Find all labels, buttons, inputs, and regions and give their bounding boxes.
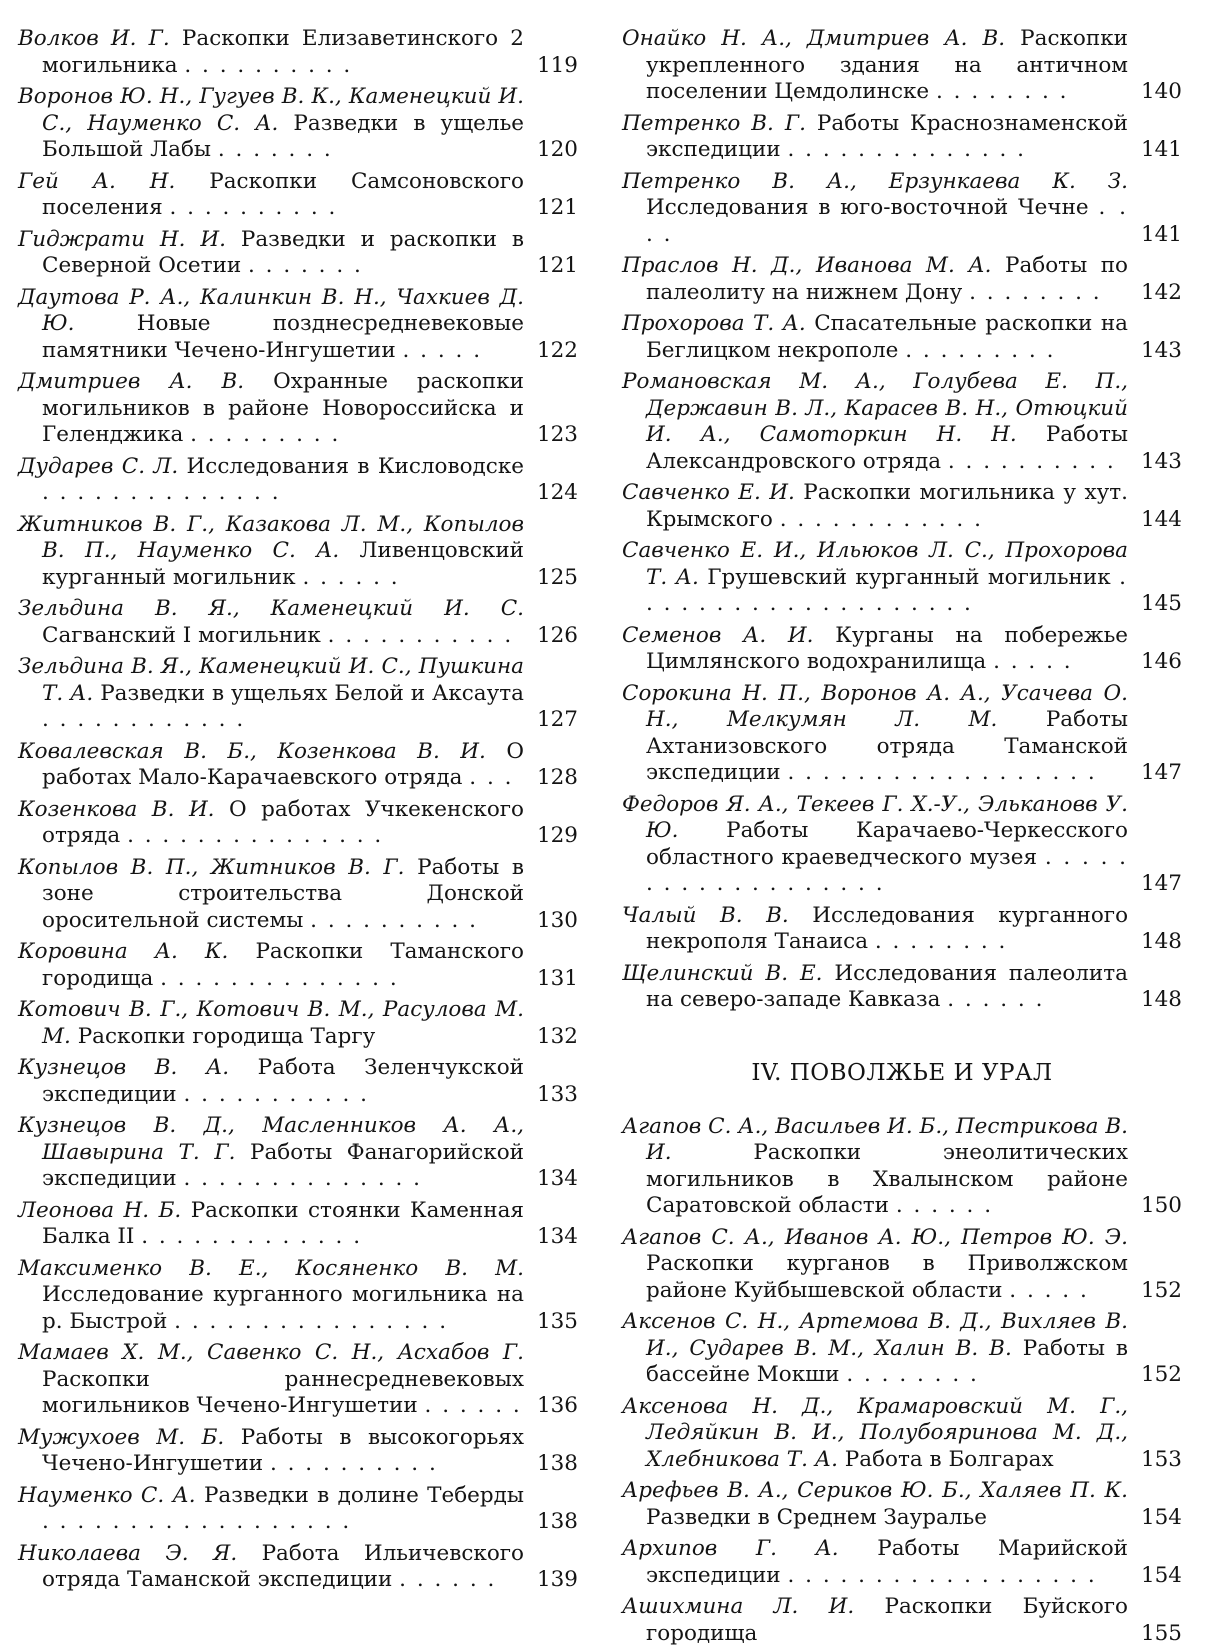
entry-title: Спасательные раскопки на Беглицком некрополе <box>646 311 1128 363</box>
toc-entry: Петренко В. А., Ерзункаева К. З. Исследования в юго-восточной Чечне . . . . 141 <box>622 168 1182 247</box>
entry-page-number: 147 <box>1140 760 1182 785</box>
entry-authors: Онайко Н. А., Дмитриев А. В. <box>622 26 1006 51</box>
entry-page-number: 139 <box>536 1567 578 1592</box>
toc-entry: Прохорова Т. А. Спасательные раскопки на Беглицком некрополе . . . . . . . . . 143 <box>622 311 1182 363</box>
entry-authors: Савченко Е. И. <box>622 480 795 505</box>
toc-entry: Козенкова В. И. О работах Учкекенского отряда . . . . . . . . . . . . . . . 129 <box>18 796 578 848</box>
entry-title: Работы по палеолиту на нижнем Дону <box>646 253 1128 305</box>
entry-page-number: 143 <box>1140 337 1182 363</box>
entry-title: Разведки в Среднем Зауралье <box>646 1504 987 1530</box>
toc-entry: Кузнецов В. А. Работа Зеленчукской экспедиции . . . . . . . . . . . 133 <box>18 1055 578 1107</box>
entry-page-number: 136 <box>536 1393 578 1418</box>
entry-title: Раскопки стоянки Каменная Балка II <box>42 1197 524 1249</box>
entry-page-number: 152 <box>1140 1362 1182 1387</box>
toc-entry <box>622 1394 1182 1474</box>
toc-entry: Дударев С. Л. Исследования в Кисловодске . . . . . . . . . . . . . . 124 <box>18 453 578 505</box>
entry-authors: Гиджрати Н. И. <box>18 226 226 252</box>
toc-entry: Копылов В. П., Житников В. Г. Работы в зоне строительства Донской оросительной системы . . . . . . . . . . 130 <box>18 854 578 933</box>
entry-page-number: 152 <box>1140 1277 1182 1303</box>
entry-authors: Аксенов С. Н., Артемова В. Д., Вихляев В. И., Сударев В. М., Халин В. В. <box>622 1309 1128 1361</box>
toc-entry: Дмитриев А. В. Охранные раскопки могильников в районе Новороссийска и Геленджика . . . . . . . . . 123 <box>18 369 578 447</box>
entry-page-number: 134 <box>536 1224 578 1249</box>
entry-page-number: 148 <box>1140 929 1182 954</box>
toc-entry: Аксенов С. Н., Артемова В. Д., Вихляев В. И., Сударев В. М., Халин В. В. Работы в бассейне Мокши . . . . . . . . 152 <box>622 1309 1182 1387</box>
entry-page-number: 147 <box>1140 871 1182 896</box>
entry-authors: Кузнецов В. Д., Масленников А. А., Шавырина Т. Г. <box>18 1113 524 1165</box>
entry-authors: Науменко С. А. <box>18 1482 196 1508</box>
entry-page-number: 142 <box>1140 279 1182 305</box>
entry-page-number: 119 <box>536 52 578 78</box>
entry-page-number: 130 <box>536 907 578 933</box>
entry-page-number: 126 <box>536 622 578 648</box>
entry-authors: Мамаев Х. М., Савенко С. Н., Асхабов Г. <box>18 1340 524 1365</box>
entry-title: Раскопки могильника у хут. Крымского <box>646 480 1129 532</box>
entry-title: Исследования в Кисловодске <box>186 453 524 479</box>
entry-authors: Ашихмина Л. И. <box>622 1594 855 1619</box>
entry-authors: Волков И. Г. <box>18 26 170 51</box>
toc-entry: Агапов С. А., Васильев И. Б., Пестрикова В. И. Раскопки энеолитических могильников в Хвалынском районе Саратовской области . . . . . . 150 <box>622 1113 1182 1218</box>
section-heading: IV. ПОВОЛЖЬЕ И УРАЛ <box>751 1059 1053 1086</box>
toc-entry: Савченко Е. И. Раскопки могильника у хут. Крымского . . . . . . . . . . . . 144 <box>622 480 1182 532</box>
entry-page-number: 131 <box>536 965 578 991</box>
entry-title: Исследования в юго-восточной Чечне <box>646 195 1089 220</box>
entry-title: Грушевский курганный могильник <box>707 564 1111 590</box>
entry-authors: Воронов Ю. Н., Гугуев В. К., Каменецкий И. С., Науменко С. А. <box>18 84 524 136</box>
entry-title: Разведки в ущелье Большой Лабы <box>42 110 524 162</box>
toc-entry: Николаева Э. Я. Работа Ильичевского отряда Таманской экспедиции . . . . . . 139 <box>18 1540 578 1592</box>
entry-authors: Савченко Е. И., Ильюков Л. С., Прохорова Т. А. <box>622 538 1128 590</box>
entry-title: Раскопки городища Таргу <box>77 1023 376 1049</box>
entry-page-number: 145 <box>1140 591 1182 616</box>
entry-title: Охранные раскопки могильников в районе Новороссийска и Геленджика <box>42 369 525 447</box>
entry-title: Раскопки укрепленного здания на античном поселении Цемдолинске <box>646 26 1128 104</box>
entry-title: Работа в Болгарах <box>844 1446 1054 1472</box>
entry-title: Работы Фанагорийской экспедиции <box>42 1139 524 1191</box>
entry-authors: Зельдина В. Я., Каменецкий И. С., Пушкина Т. А. <box>18 654 524 706</box>
toc-entry: Щелинский В. Е. Исследования палеолита на северо-западе Кавказа . . . . . . 148 <box>622 960 1182 1012</box>
entry-page-number: 123 <box>536 422 578 447</box>
entry-authors: Дмитриев А. В. <box>18 369 245 394</box>
entry-authors: Леонова Н. Б. <box>18 1197 182 1223</box>
entry-authors: Гей А. Н. <box>18 168 176 194</box>
toc-entry: Гей А. Н. Раскопки Самсоновского поселения . . . . . . . . . . 121 <box>18 168 578 220</box>
toc-entry: Семенов А. И. Курганы на побережье Цимлянского водохранилища . . . . . 146 <box>622 622 1182 674</box>
entry-page-number: 155 <box>1140 1620 1182 1646</box>
entry-title: Разведки в ущельях Белой и Аксаута <box>100 680 524 706</box>
entry-title: Работа Зеленчукской экспедиции <box>42 1055 524 1107</box>
toc-entry: Праслов Н. Д., Иванова М. А. Работы по палеолиту на нижнем Дону . . . . . . . . 142 <box>622 253 1182 305</box>
entry-title: Раскопки энеолитических могильников в Хвалынском районе Саратовской области <box>646 1140 1128 1218</box>
entry-page-number: 146 <box>1140 649 1182 674</box>
entry-authors: Чалый В. В. <box>622 902 789 928</box>
left-column <box>18 26 578 1599</box>
entry-page-number: 138 <box>536 1451 578 1476</box>
entry-title: Исследования курганного некрополя Танаиса <box>646 902 1129 954</box>
entry-page-number: 135 <box>536 1308 578 1334</box>
entry-title: Раскопки Буйского городища <box>646 1594 1128 1646</box>
entry-title: Работы в высокогорьях Чечено-Ингушетии <box>42 1424 524 1476</box>
entry-authors: Петренко В. А., Ерзункаева К. З. <box>622 168 1128 194</box>
entry-page-number: 133 <box>536 1081 578 1107</box>
entry-title: Исследования палеолита на северо-западе Кавказа <box>646 960 1128 1012</box>
toc-entry: Савченко Е. И., Ильюков Л. С., Прохорова Т. А. Грушевский курганный могильник . . . . . . . . . . . . . . . . . . . . 145 <box>622 538 1182 616</box>
entry-title: Работы Карачаево-Черкесского областного краеведческого музея <box>646 818 1128 870</box>
entry-authors: Николаева Э. Я. <box>18 1540 238 1566</box>
toc-entry: Воронов Ю. Н., Гугуев В. К., Каменецкий И. С., Науменко С. А. Разведки в ущелье Большой Лабы . . . . . . . 120 <box>18 84 578 162</box>
entry-page-number: 121 <box>536 253 578 278</box>
toc-entry <box>622 1478 1182 1531</box>
toc-entry: Житников В. Г., Казакова Л. М., Копылов В. П., Науменко С. А. Ливенцовский курганный могильник . . . . . . 125 <box>18 511 578 590</box>
entry-page-number: 134 <box>536 1166 578 1191</box>
entry-page-number: 150 <box>1140 1193 1182 1218</box>
right-column <box>622 26 1182 1652</box>
entry-title: Раскопки Елизаветинского 2 могильника <box>42 26 524 78</box>
entry-authors: Арефьев В. А., Сериков Ю. Б., Халяев П. К. <box>622 1478 1128 1503</box>
entry-authors: Кузнецов В. А. <box>18 1055 230 1080</box>
entry-title: Работы Александровского отряда <box>646 422 1128 474</box>
toc-entry: Ковалевская В. Б., Козенкова В. И. О работах Мало-Карачаевского отряда . . . 128 <box>18 738 578 790</box>
entry-title: Работы в бассейне Мокши <box>646 1335 1129 1387</box>
entry-title: Раскопки курганов в Приволжском районе Куйбышевской области <box>646 1251 1128 1303</box>
entry-title: Новые позднесредневековые памятники Чечено-Ингушетии <box>42 311 524 363</box>
entry-authors: Козенкова В. И. <box>18 796 215 822</box>
entry-title: Работы в зоне строительства Донской оросительной системы <box>42 854 524 933</box>
entry-authors: Праслов Н. Д., Иванова М. А. <box>622 253 992 278</box>
entry-authors: Зельдина В. Я., Каменецкий И. С. <box>18 596 524 621</box>
entry-title: О работах Учкекенского отряда <box>42 796 524 848</box>
entry-authors: Агапов С. А., Иванов А. Ю., Петров Ю. Э. <box>622 1224 1128 1250</box>
toc-entry: Мужухоев М. Б. Работы в высокогорьях Чечено-Ингушетии . . . . . . . . . . 138 <box>18 1424 578 1476</box>
entry-authors: Агапов С. А., Васильев И. Б., Пестрикова В. И. <box>622 1113 1128 1165</box>
entry-authors: Федоров Я. А., Текеев Г. Х.-У., Элькановв У. Ю. <box>622 791 1128 843</box>
entry-authors: Аксенова Н. Д., Крамаровский М. Г., Ледяйкин В. И., Полубояринова М. Д., Хлебникова Т. А. <box>622 1393 1128 1472</box>
entry-page-number: 141 <box>1140 137 1182 162</box>
entry-authors: Романовская М. А., Голубева Е. П., Державин В. Л., Карасев В. Н., Отюцкий И. А., Самоторкин Н. Н. <box>622 369 1128 447</box>
entry-title: Разведки и раскопки в Северной Осетии <box>42 226 524 278</box>
toc-entry: Петренко В. Г. Работы Краснознаменской экспедиции . . . . . . . . . . . . . . 141 <box>622 110 1182 162</box>
toc-entry: Зельдина В. Я., Каменецкий И. С., Пушкина Т. А. Разведки в ущельях Белой и Аксаута . . . . . . . . . . . . 127 <box>18 654 578 732</box>
toc-entry: Мамаев Х. М., Савенко С. Н., Асхабов Г. Раскопки раннесредневековых могильников Чечено-Ингушетии . . . . . . 136 <box>18 1340 578 1418</box>
toc-entry: Зельдина В. Я., Каменецкий И. С. Сагванский I могильник . . . . . . . . . . . 126 <box>18 596 578 648</box>
toc-entry: Волков И. Г. Раскопки Елизаветинского 2 могильника . . . . . . . . . . 119 <box>18 26 578 78</box>
entry-page-number: 154 <box>1140 1504 1182 1530</box>
entry-authors: Прохорова Т. А. <box>622 311 806 336</box>
entry-page-number: 138 <box>536 1509 578 1534</box>
entry-authors: Сорокина Н. П., Воронов А. А., Усачева О. Н., Мелкумян Л. М. <box>622 680 1128 732</box>
entry-title: Работы Ахтанизовского отряда Таманской экспедиции <box>646 707 1128 785</box>
entry-page-number: 121 <box>536 195 578 220</box>
toc-entry: Кузнецов В. Д., Масленников А. А., Шавырина Т. Г. Работы Фанагорийской экспедиции . . . . . . . . . . . . . . 134 <box>18 1113 578 1191</box>
entry-authors: Житников В. Г., Казакова Л. М., Копылов В. П., Науменко С. А. <box>18 511 524 563</box>
toc-entry: Федоров Я. А., Текеев Г. Х.-У., Элькановв У. Ю. Работы Карачаево-Черкесского областного краеведческого музея . . . . . . . . . . . . . . . . . . . 147 <box>622 791 1182 896</box>
entry-authors: Архипов Г. А. <box>622 1536 839 1561</box>
toc-entry: Романовская М. А., Голубева Е. П., Державин В. Л., Карасев В. Н., Отюцкий И. А., Самоторкин Н. Н. Работы Александровского отряда . . . . . . . . . . 143 <box>622 369 1182 474</box>
entry-title: О работах Мало-Карачаевского отряда <box>42 738 524 790</box>
entry-page-number: 129 <box>536 823 578 848</box>
entry-title: Разведки в долине Теберды <box>203 1482 524 1508</box>
toc-entry: Чалый В. В. Исследования курганного некрополя Танаиса . . . . . . . . 148 <box>622 902 1182 954</box>
entry-page-number: 122 <box>536 337 578 363</box>
toc-entry: Сорокина Н. П., Воронов А. А., Усачева О. Н., Мелкумян Л. М. Работы Ахтанизовского отряда Таманской экспедиции . . . . . . . . . . . . . . . . . . 147 <box>622 680 1182 785</box>
entry-authors: Щелинский В. Е. <box>622 960 823 986</box>
entry-title: Раскопки Самсоновского поселения <box>42 168 524 220</box>
entry-page-number: 128 <box>536 765 578 790</box>
toc-entry: Науменко С. А. Разведки в долине Теберды . . . . . . . . . . . . . . . . . . 138 <box>18 1482 578 1534</box>
entry-title: Сагванский I могильник <box>42 622 321 648</box>
entry-authors: Петренко В. Г. <box>622 110 806 136</box>
entry-page-number: 143 <box>1140 448 1182 474</box>
entry-page-number: 132 <box>536 1023 578 1049</box>
entry-authors: Котович В. Г., Котович В. М., Расулова М. М. <box>18 997 524 1049</box>
toc-entry: Леонова Н. Б. Раскопки стоянки Каменная Балка II . . . . . . . . . . . . . 134 <box>18 1197 578 1249</box>
toc-entry: Максименко В. Е., Косяненко В. М. Исследование курганного могильника на р. Быстрой . . . . . . . . . . . . . . . . 135 <box>18 1255 578 1334</box>
entry-page-number: 140 <box>1140 79 1182 104</box>
entry-page-number: 141 <box>1140 221 1182 247</box>
entry-title: Раскопки Таманского городища <box>42 939 524 991</box>
entry-page-number: 144 <box>1140 506 1182 532</box>
toc-entry: Гиджрати Н. И. Разведки и раскопки в Северной Осетии . . . . . . . 121 <box>18 226 578 278</box>
toc-entry: Агапов С. А., Иванов А. Ю., Петров Ю. Э. Раскопки курганов в Приволжском районе Куйбышевской области . . . . . 152 <box>622 1224 1182 1303</box>
entry-authors: Семенов А. И. <box>622 622 814 648</box>
entry-authors: Коровина А. К. <box>18 939 229 964</box>
entry-title: Ливенцовский курганный могильник <box>42 538 524 590</box>
entry-title: Работы Марийской экспедиции <box>646 1536 1128 1588</box>
entry-title: Исследование курганного могильника на р. Быстрой <box>42 1282 524 1334</box>
entry-page-number: 120 <box>536 137 578 162</box>
toc-entry: Архипов Г. А. Работы Марийской экспедиции . . . . . . . . . . . . . . . . . . 154 <box>622 1536 1182 1588</box>
entry-page-number: 125 <box>536 564 578 590</box>
entry-page-number: 154 <box>1140 1562 1182 1588</box>
entry-page-number: 124 <box>536 480 578 505</box>
entry-title: Курганы на побережье Цимлянского водохранилища <box>646 622 1128 674</box>
entry-authors: Копылов В. П., Житников В. Г. <box>18 854 405 880</box>
entry-authors: Ковалевская В. Б., Козенкова В. И. <box>18 738 486 764</box>
entry-page-number: 153 <box>1140 1446 1182 1472</box>
toc-entry: Онайко Н. А., Дмитриев А. В. Раскопки укрепленного здания на античном поселении Цемдолинске . . . . . . . . 140 <box>622 26 1182 104</box>
entry-title: Раскопки раннесредневековых могильников Чечено-Ингушетии <box>42 1366 524 1418</box>
entry-title: Работа Ильичевского отряда Таманской экспедиции <box>42 1540 524 1592</box>
entry-authors: Мужухоев М. Б. <box>18 1424 225 1450</box>
entry-authors: Максименко В. Е., Косяненко В. М. <box>18 1255 524 1281</box>
entry-title: Работы Краснознаменской экспедиции <box>646 110 1128 162</box>
toc-entry: Коровина А. К. Раскопки Таманского городища . . . . . . . . . . . . . . 131 <box>18 939 578 991</box>
toc-entry <box>622 1594 1182 1647</box>
entry-authors: Дударев С. Л. <box>18 453 179 479</box>
entry-authors: Даутова Р. А., Калинкин В. Н., Чахкиев Д. Ю. <box>18 284 524 336</box>
toc-entry: Даутова Р. А., Калинкин В. Н., Чахкиев Д. Ю. Новые позднесредневековые памятники Чечено-Ингушетии . . . . . 122 <box>18 284 578 363</box>
entry-page-number: 148 <box>1140 987 1182 1012</box>
entry-page-number: 127 <box>536 707 578 732</box>
toc-entry <box>18 997 578 1050</box>
